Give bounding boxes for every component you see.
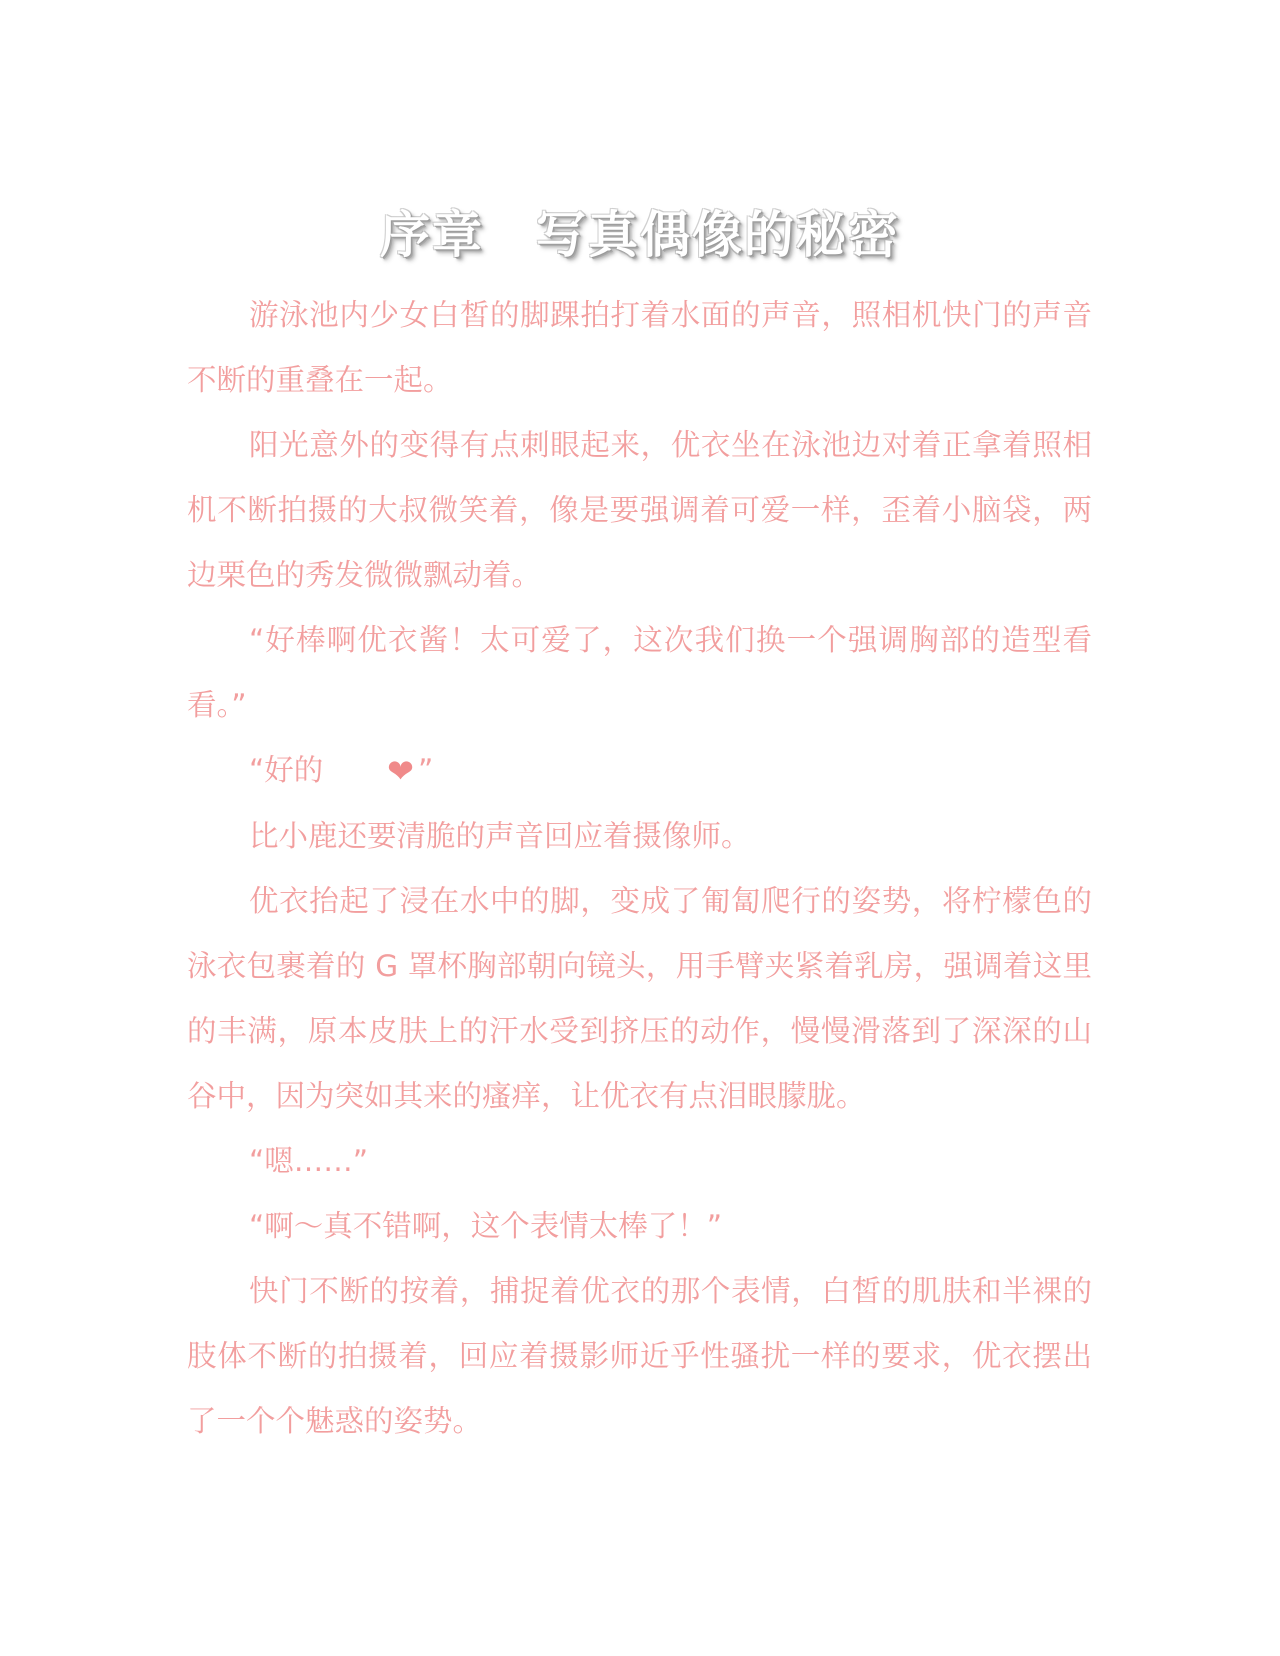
paragraph: 比小鹿还要清脆的声音回应着摄像师。	[248, 819, 751, 853]
paragraph: 阳光意外的变得有点刺眼起来，优衣坐在泳池边对着正拿着照相机不断拍摄的大叔微笑着，像是要强调着可爱一样，歪着小脑袋，两边栗色的秀发微微飘动着。	[187, 428, 1092, 592]
paragraph: “好棒啊优衣酱！太可爱了，这次我们换一个强调胸部的造型看看。”	[187, 623, 1092, 722]
paragraph: “啊～真不错啊，这个表情太棒了！”	[248, 1209, 723, 1243]
dialogue-text: “好的	[248, 753, 324, 787]
paragraph: 快门不断的按着，捕捉着优衣的那个表情，白皙的肌肤和半裸的肢体不断的拍摄着，回应着摄影师近乎性骚扰一样的要求，优衣摆出了一个个魅惑的姿势。	[187, 1274, 1092, 1438]
paragraph: 游泳池内少女白皙的脚踝拍打着水面的声音，照相机快门的声音不断的重叠在一起。	[187, 298, 1092, 397]
paragraph-with-heart	[187, 738, 1092, 804]
paragraph: “嗯……”	[248, 1144, 369, 1178]
paragraph: 优衣抬起了浸在水中的脚，变成了匍匐爬行的姿势，将柠檬色的泳衣包裹着的 G 罩杯胸部朝向镜头，用手臂夹紧着乳房，强调着这里的丰满，原本皮肤上的汗水受到挤压的动作，慢慢滑落到了深深的山谷中，因为突如其来的瘙痒，让优衣有点泪眼朦胧。	[187, 884, 1092, 1113]
heart-icon: ❤	[387, 752, 414, 790]
body-text	[187, 283, 1092, 1454]
dialogue-close-quote: ”	[417, 753, 434, 787]
chapter-title: 序章 写真偶像的秘密	[380, 205, 900, 264]
